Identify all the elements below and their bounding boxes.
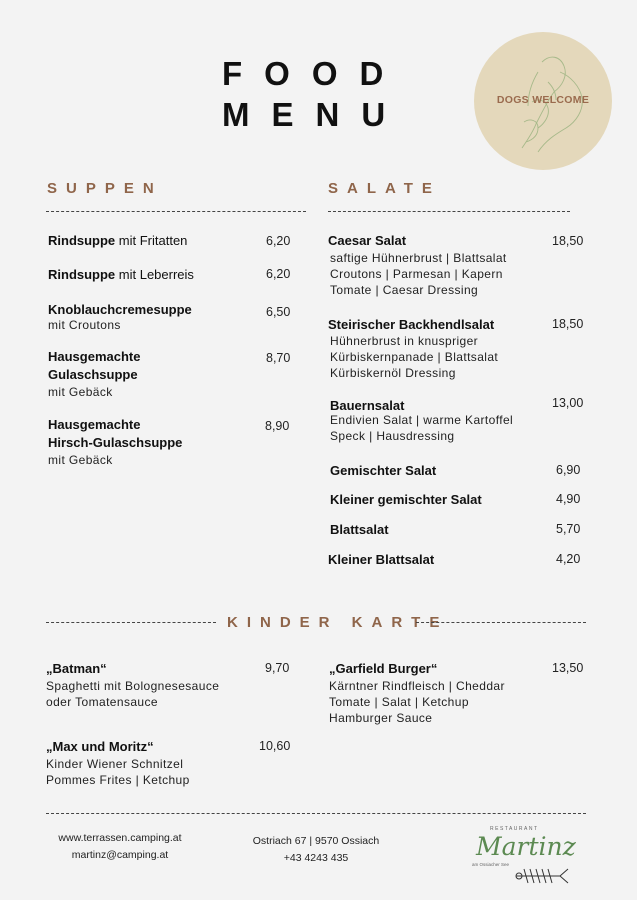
menu-item-desc: oder Tomatensauce	[46, 695, 158, 709]
footer-phone: +43 4243 435	[283, 852, 349, 864]
footer-email[interactable]: martinz@camping.at	[71, 849, 169, 861]
restaurant-logo	[470, 820, 580, 892]
menu-item-price: 4,20	[556, 552, 581, 566]
footer-website[interactable]: www.terrassen.camping.at	[58, 832, 182, 844]
salate-heading: SALATE	[328, 180, 441, 197]
menu-item-price: 9,70	[265, 661, 290, 675]
menu-item-name: Kleiner Blattsalat	[328, 552, 435, 567]
menu-item-price: 4,90	[556, 492, 581, 506]
title-menu: MENU	[222, 96, 408, 133]
menu-item-desc: Hühnerbrust in knuspriger	[330, 334, 479, 348]
kinder-heading: KINDER KARTE	[227, 614, 449, 631]
menu-item-desc: Endivien Salat | warme Kartoffel	[330, 413, 514, 427]
logo-name: Martinz	[476, 832, 576, 861]
menu-item-name: Kleiner gemischter Salat	[330, 492, 482, 507]
menu-item-name: „Batman“	[46, 661, 107, 676]
menu-item-name: Hausgemachte	[48, 349, 141, 364]
menu-item-name: Caesar Salat	[328, 233, 407, 248]
menu-item-name: Knoblauchcremesuppe	[48, 302, 192, 317]
menu-item-desc: saftige Hühnerbrust | Blattsalat	[330, 251, 507, 265]
menu-item-name: Hausgemachte	[48, 417, 141, 432]
menu-item-name: Gemischter Salat	[330, 463, 437, 478]
menu-item-desc: Kinder Wiener Schnitzel	[46, 757, 184, 771]
menu-item-desc: Spaghetti mit Bolognesesauce	[46, 679, 220, 693]
menu-item-price: 6,90	[556, 463, 581, 477]
title-food: FOOD	[222, 55, 406, 92]
kinder-divider-left	[46, 622, 216, 623]
menu-item-name: Gulaschsuppe	[48, 367, 138, 382]
menu-item-desc: Tomate | Salat | Ketchup	[329, 695, 469, 709]
menu-item-desc: mit Gebäck	[48, 385, 113, 399]
menu-item-price: 6,50	[266, 305, 291, 319]
kinder-divider-right	[416, 622, 586, 623]
menu-item-desc: Tomate | Caesar Dressing	[330, 283, 479, 297]
menu-item-price: 13,00	[552, 396, 584, 410]
menu-item-desc: mit Croutons	[48, 318, 121, 332]
menu-item-name: Steirischer Backhendlsalat	[328, 317, 495, 332]
menu-item-name: „Garfield Burger“	[329, 661, 438, 676]
dogs-welcome-badge	[474, 32, 612, 170]
menu-item-price: 13,50	[552, 661, 584, 675]
menu-item-desc: Croutons | Parmesan | Kapern	[330, 267, 503, 281]
menu-item-name: Rindsuppe mit Leberreis	[48, 267, 194, 282]
footer-address: Ostriach 67 | 9570 Ossiach	[252, 835, 380, 847]
fish-bone-icon	[514, 864, 570, 888]
menu-item-price: 8,90	[265, 419, 290, 433]
menu-item-price: 18,50	[552, 234, 584, 248]
suppen-heading: SUPPEN	[47, 180, 163, 197]
menu-item-name: „Max und Moritz“	[46, 739, 154, 754]
menu-item-price: 6,20	[266, 267, 291, 281]
menu-item-name: Bauernsalat	[330, 398, 405, 413]
menu-item-desc: Kärntner Rindfleisch | Cheddar	[329, 679, 505, 693]
menu-item-price: 5,70	[556, 522, 581, 536]
menu-item-desc: Speck | Hausdressing	[330, 429, 455, 443]
menu-item-desc: Kürbiskernöl Dressing	[330, 366, 456, 380]
suppen-divider	[46, 211, 306, 212]
menu-item-price: 18,50	[552, 317, 584, 331]
menu-item-desc: Kürbiskernpanade | Blattsalat	[330, 350, 499, 364]
menu-item-price: 6,20	[266, 234, 291, 248]
menu-item-name: Blattsalat	[330, 522, 389, 537]
menu-item-name: Rindsuppe mit Fritatten	[48, 233, 188, 248]
salate-divider	[328, 211, 570, 212]
menu-item-name: Hirsch-Gulaschsuppe	[48, 435, 183, 450]
dogs-welcome-text: DOGS WELCOME	[496, 94, 590, 106]
menu-item-desc: mit Gebäck	[48, 453, 113, 467]
footer-divider	[46, 813, 586, 814]
menu-item-desc: Pommes Frites | Ketchup	[46, 773, 190, 787]
menu-item-price: 10,60	[259, 739, 291, 753]
logo-restaurant-label: RESTAURANT	[490, 826, 539, 832]
menu-item-price: 8,70	[266, 351, 291, 365]
logo-subtitle: am Ossiacher See	[472, 862, 510, 867]
menu-item-desc: Hamburger Sauce	[329, 711, 433, 725]
